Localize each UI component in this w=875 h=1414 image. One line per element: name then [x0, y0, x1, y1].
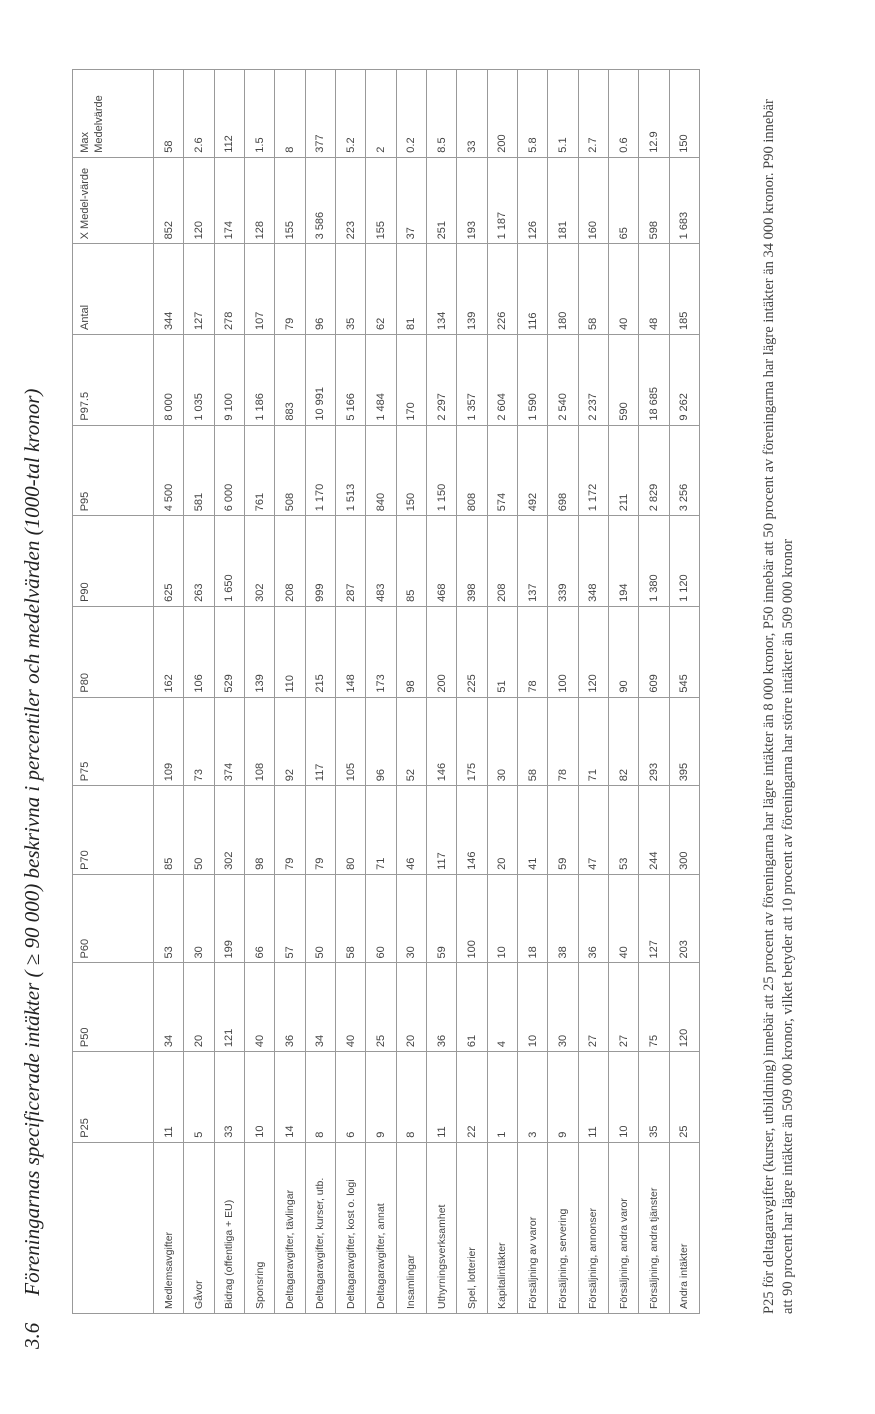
value-cell: 78: [517, 606, 547, 697]
value-cell: 106: [184, 606, 214, 697]
value-cell: 193: [457, 157, 487, 244]
value-cell: 2.6: [184, 70, 214, 158]
table-row: [457, 70, 487, 1314]
row-label-cell: Spel, lotterier: [457, 1142, 487, 1313]
value-cell: 33: [457, 70, 487, 158]
value-cell: 107: [244, 244, 274, 335]
column-header-label: [73, 1142, 154, 1313]
row-label-cell: Kapitalintäkter: [487, 1142, 517, 1313]
table-title: Föreningarnas specificerade intäkter ( ≥ 90 000) beskrivna i percentiler och medelvärden (1000-tal kronor): [20, 388, 44, 1296]
value-cell: 57: [275, 874, 305, 963]
row-label-cell: Deltagaravgifter, kost o. logi: [335, 1142, 365, 1313]
value-cell: 215: [305, 606, 335, 697]
column-header: P90: [73, 516, 154, 607]
value-cell: 108: [244, 697, 274, 786]
value-cell: 116: [517, 244, 547, 335]
value-cell: 126: [517, 157, 547, 244]
value-cell: 71: [578, 697, 608, 786]
value-cell: 6 000: [214, 425, 244, 516]
row-label-cell: Försäljning, andra tjänster: [639, 1142, 669, 1313]
value-cell: 9 100: [214, 335, 244, 426]
table-row: [244, 70, 274, 1314]
value-cell: 5.1: [548, 70, 578, 158]
column-header: X Medel-värde: [73, 157, 154, 244]
column-header: P50: [73, 963, 154, 1052]
value-cell: 2: [366, 70, 396, 158]
value-cell: 79: [305, 786, 335, 875]
value-cell: 609: [639, 606, 669, 697]
value-cell: 1 170: [305, 425, 335, 516]
row-label-cell: Bidrag (offentliga + EU): [214, 1142, 244, 1313]
value-cell: 278: [214, 244, 244, 335]
value-cell: 174: [214, 157, 244, 244]
table-heading: [20, 99, 45, 1349]
value-cell: 398: [457, 516, 487, 607]
value-cell: 8.5: [426, 70, 456, 158]
row-label-cell: Insamlingar: [396, 1142, 426, 1313]
value-cell: 27: [608, 963, 638, 1052]
value-cell: 173: [366, 606, 396, 697]
value-cell: 30: [396, 874, 426, 963]
value-cell: 110: [275, 606, 305, 697]
row-label-cell: Andra intäkter: [669, 1142, 699, 1313]
value-cell: 139: [457, 244, 487, 335]
value-cell: 10: [608, 1052, 638, 1143]
row-label-cell: Deltagaravgifter, kurser, utb.: [305, 1142, 335, 1313]
value-cell: 293: [639, 697, 669, 786]
value-cell: 175: [457, 697, 487, 786]
value-cell: 1 650: [214, 516, 244, 607]
table-row: [517, 70, 547, 1314]
value-cell: 65: [608, 157, 638, 244]
value-cell: 5: [184, 1052, 214, 1143]
table-header-row: [73, 70, 154, 1314]
value-cell: 155: [366, 157, 396, 244]
value-cell: 9: [366, 1052, 396, 1143]
value-cell: 199: [214, 874, 244, 963]
value-cell: 40: [244, 963, 274, 1052]
value-cell: 1 683: [669, 157, 699, 244]
value-cell: 61: [457, 963, 487, 1052]
value-cell: 598: [639, 157, 669, 244]
column-header: P97.5: [73, 335, 154, 426]
value-cell: 2 237: [578, 335, 608, 426]
value-cell: 208: [487, 516, 517, 607]
value-cell: 35: [639, 1052, 669, 1143]
value-cell: 75: [639, 963, 669, 1052]
value-cell: 5.2: [335, 70, 365, 158]
value-cell: 85: [396, 516, 426, 607]
value-cell: 120: [578, 606, 608, 697]
value-cell: 9 262: [669, 335, 699, 426]
value-cell: 12.9: [639, 70, 669, 158]
value-cell: 150: [396, 425, 426, 516]
value-cell: 999: [305, 516, 335, 607]
value-cell: 40: [335, 963, 365, 1052]
value-cell: 30: [548, 963, 578, 1052]
table-body: [154, 70, 700, 1314]
value-cell: 302: [214, 786, 244, 875]
value-cell: 40: [608, 244, 638, 335]
value-cell: 11: [154, 1052, 184, 1143]
value-cell: 30: [184, 874, 214, 963]
value-cell: 33: [214, 1052, 244, 1143]
table-row: [669, 70, 699, 1314]
value-cell: 180: [548, 244, 578, 335]
table-row: [184, 70, 214, 1314]
value-cell: 58: [578, 244, 608, 335]
table-row: [366, 70, 396, 1314]
value-cell: 134: [426, 244, 456, 335]
value-cell: 211: [608, 425, 638, 516]
value-cell: 194: [608, 516, 638, 607]
value-cell: 2 829: [639, 425, 669, 516]
table-row: [608, 70, 638, 1314]
value-cell: 59: [426, 874, 456, 963]
value-cell: 625: [154, 516, 184, 607]
value-cell: 78: [548, 697, 578, 786]
value-cell: 0.6: [608, 70, 638, 158]
value-cell: 1 172: [578, 425, 608, 516]
value-cell: 71: [366, 786, 396, 875]
value-cell: 46: [396, 786, 426, 875]
value-cell: 137: [517, 516, 547, 607]
value-cell: 98: [396, 606, 426, 697]
value-cell: 10: [487, 874, 517, 963]
value-cell: 698: [548, 425, 578, 516]
value-cell: 20: [396, 963, 426, 1052]
value-cell: 1 380: [639, 516, 669, 607]
value-cell: 20: [184, 963, 214, 1052]
table-row: [639, 70, 669, 1314]
value-cell: 66: [244, 874, 274, 963]
value-cell: 117: [305, 697, 335, 786]
value-cell: 34: [154, 963, 184, 1052]
income-percentile-table: [72, 69, 700, 1314]
value-cell: 1 357: [457, 335, 487, 426]
value-cell: 120: [669, 963, 699, 1052]
value-cell: 139: [244, 606, 274, 697]
column-header: P95: [73, 425, 154, 516]
table-row: [214, 70, 244, 1314]
value-cell: 82: [608, 697, 638, 786]
row-label-cell: Deltagaravgifter, tävlingar: [275, 1142, 305, 1313]
row-label-cell: Försäljning, andra varor: [608, 1142, 638, 1313]
value-cell: 25: [366, 963, 396, 1052]
value-cell: 200: [487, 70, 517, 158]
value-cell: 59: [548, 786, 578, 875]
value-cell: 121: [214, 963, 244, 1052]
value-cell: 2 297: [426, 335, 456, 426]
value-cell: 226: [487, 244, 517, 335]
table-row: [335, 70, 365, 1314]
value-cell: 79: [275, 244, 305, 335]
value-cell: 339: [548, 516, 578, 607]
value-cell: 208: [275, 516, 305, 607]
row-label-cell: Sponsring: [244, 1142, 274, 1313]
table-row: [396, 70, 426, 1314]
value-cell: 52: [396, 697, 426, 786]
value-cell: 3 586: [305, 157, 335, 244]
value-cell: 10: [517, 963, 547, 1052]
value-cell: 8 000: [154, 335, 184, 426]
value-cell: 840: [366, 425, 396, 516]
value-cell: 18: [517, 874, 547, 963]
value-cell: 20: [487, 786, 517, 875]
value-cell: 109: [154, 697, 184, 786]
value-cell: 545: [669, 606, 699, 697]
value-cell: 105: [335, 697, 365, 786]
value-cell: 1: [487, 1052, 517, 1143]
value-cell: 128: [244, 157, 274, 244]
row-label-cell: Gåvor: [184, 1142, 214, 1313]
row-label-cell: Försäljning, servering: [548, 1142, 578, 1313]
value-cell: 2 604: [487, 335, 517, 426]
value-cell: 170: [396, 335, 426, 426]
value-cell: 8: [305, 1052, 335, 1143]
table-row: [154, 70, 184, 1314]
value-cell: 1 035: [184, 335, 214, 426]
value-cell: 37: [396, 157, 426, 244]
value-cell: 160: [578, 157, 608, 244]
value-cell: 18 685: [639, 335, 669, 426]
value-cell: 25: [669, 1052, 699, 1143]
value-cell: 10: [244, 1052, 274, 1143]
column-header: P70: [73, 786, 154, 875]
value-cell: 263: [184, 516, 214, 607]
value-cell: 5 166: [335, 335, 365, 426]
value-cell: 146: [457, 786, 487, 875]
value-cell: 5.8: [517, 70, 547, 158]
value-cell: 53: [154, 874, 184, 963]
value-cell: 96: [305, 244, 335, 335]
value-cell: 581: [184, 425, 214, 516]
value-cell: 11: [578, 1052, 608, 1143]
value-cell: 4 500: [154, 425, 184, 516]
value-cell: 36: [275, 963, 305, 1052]
value-cell: 1 513: [335, 425, 365, 516]
value-cell: 62: [366, 244, 396, 335]
value-cell: 492: [517, 425, 547, 516]
value-cell: 36: [426, 963, 456, 1052]
value-cell: 127: [639, 874, 669, 963]
value-cell: 27: [578, 963, 608, 1052]
value-cell: 1 187: [487, 157, 517, 244]
footnote: P25 för deltagaravgifter (kurser, utbildning) innebär att 25 procent av föreningarna har lägre intäkter än 8 000 kronor, P50 innebär att 50 procent av föreningarna har lägre intäkter än 34 000 kronor. P90 innebär att 90 procent har lägre intäkter än 509 000 kronor, vilket betyder att 10 procent av föreningarna har större intäkter än 509 000 kronor: [761, 99, 796, 1314]
value-cell: 22: [457, 1052, 487, 1143]
value-cell: 30: [487, 697, 517, 786]
value-cell: 60: [366, 874, 396, 963]
value-cell: 181: [548, 157, 578, 244]
value-cell: 120: [184, 157, 214, 244]
table-row: [487, 70, 517, 1314]
value-cell: 50: [305, 874, 335, 963]
value-cell: 41: [517, 786, 547, 875]
value-cell: 1 484: [366, 335, 396, 426]
value-cell: 508: [275, 425, 305, 516]
row-label-cell: Försäljning, annonser: [578, 1142, 608, 1313]
column-header: P75: [73, 697, 154, 786]
value-cell: 53: [608, 786, 638, 875]
value-cell: 244: [639, 786, 669, 875]
value-cell: 395: [669, 697, 699, 786]
value-cell: 96: [366, 697, 396, 786]
value-cell: 2 540: [548, 335, 578, 426]
value-cell: 468: [426, 516, 456, 607]
value-cell: 80: [335, 786, 365, 875]
table-row: [305, 70, 335, 1314]
value-cell: 58: [335, 874, 365, 963]
value-cell: 590: [608, 335, 638, 426]
value-cell: 1 590: [517, 335, 547, 426]
value-cell: 348: [578, 516, 608, 607]
value-cell: 10 991: [305, 335, 335, 426]
column-header: Max Medelvärde: [73, 70, 154, 158]
value-cell: 90: [608, 606, 638, 697]
value-cell: 81: [396, 244, 426, 335]
value-cell: 1.5: [244, 70, 274, 158]
value-cell: 302: [244, 516, 274, 607]
value-cell: 574: [487, 425, 517, 516]
value-cell: 58: [517, 697, 547, 786]
row-label-cell: Medlemsavgifter: [154, 1142, 184, 1313]
value-cell: 185: [669, 244, 699, 335]
value-cell: 4: [487, 963, 517, 1052]
column-header: Antal: [73, 244, 154, 335]
value-cell: 35: [335, 244, 365, 335]
value-cell: 92: [275, 697, 305, 786]
table-row: [548, 70, 578, 1314]
value-cell: 98: [244, 786, 274, 875]
value-cell: 852: [154, 157, 184, 244]
value-cell: 127: [184, 244, 214, 335]
column-header: P25: [73, 1052, 154, 1143]
value-cell: 1 120: [669, 516, 699, 607]
value-cell: 3 256: [669, 425, 699, 516]
column-header: P80: [73, 606, 154, 697]
value-cell: 162: [154, 606, 184, 697]
row-label-cell: Deltagaravgifter, annat: [366, 1142, 396, 1313]
value-cell: 38: [548, 874, 578, 963]
value-cell: 1 150: [426, 425, 456, 516]
row-label-cell: Uthyrningsverksamhet: [426, 1142, 456, 1313]
value-cell: 58: [154, 70, 184, 158]
value-cell: 761: [244, 425, 274, 516]
value-cell: 34: [305, 963, 335, 1052]
value-cell: 47: [578, 786, 608, 875]
value-cell: 100: [548, 606, 578, 697]
value-cell: 11: [426, 1052, 456, 1143]
value-cell: 112: [214, 70, 244, 158]
row-label-cell: Försäljning av varor: [517, 1142, 547, 1313]
value-cell: 36: [578, 874, 608, 963]
value-cell: 40: [608, 874, 638, 963]
value-cell: 300: [669, 786, 699, 875]
value-cell: 287: [335, 516, 365, 607]
value-cell: 6: [335, 1052, 365, 1143]
value-cell: 8: [275, 70, 305, 158]
value-cell: 374: [214, 697, 244, 786]
value-cell: 223: [335, 157, 365, 244]
value-cell: 73: [184, 697, 214, 786]
value-cell: 344: [154, 244, 184, 335]
value-cell: 9: [548, 1052, 578, 1143]
value-cell: 155: [275, 157, 305, 244]
value-cell: 14: [275, 1052, 305, 1143]
value-cell: 1 186: [244, 335, 274, 426]
value-cell: 2.7: [578, 70, 608, 158]
value-cell: 117: [426, 786, 456, 875]
table-row: [426, 70, 456, 1314]
value-cell: 50: [184, 786, 214, 875]
value-cell: 3: [517, 1052, 547, 1143]
column-header: P60: [73, 874, 154, 963]
value-cell: 203: [669, 874, 699, 963]
value-cell: 808: [457, 425, 487, 516]
value-cell: 225: [457, 606, 487, 697]
value-cell: 48: [639, 244, 669, 335]
value-cell: 0.2: [396, 70, 426, 158]
value-cell: 85: [154, 786, 184, 875]
table-number: 3.6: [20, 1322, 44, 1349]
value-cell: 51: [487, 606, 517, 697]
value-cell: 483: [366, 516, 396, 607]
value-cell: 377: [305, 70, 335, 158]
value-cell: 148: [335, 606, 365, 697]
value-cell: 200: [426, 606, 456, 697]
value-cell: 883: [275, 335, 305, 426]
value-cell: 100: [457, 874, 487, 963]
table-row: [275, 70, 305, 1314]
value-cell: 251: [426, 157, 456, 244]
value-cell: 529: [214, 606, 244, 697]
table-row: [578, 70, 608, 1314]
value-cell: 150: [669, 70, 699, 158]
value-cell: 146: [426, 697, 456, 786]
value-cell: 8: [396, 1052, 426, 1143]
value-cell: 79: [275, 786, 305, 875]
